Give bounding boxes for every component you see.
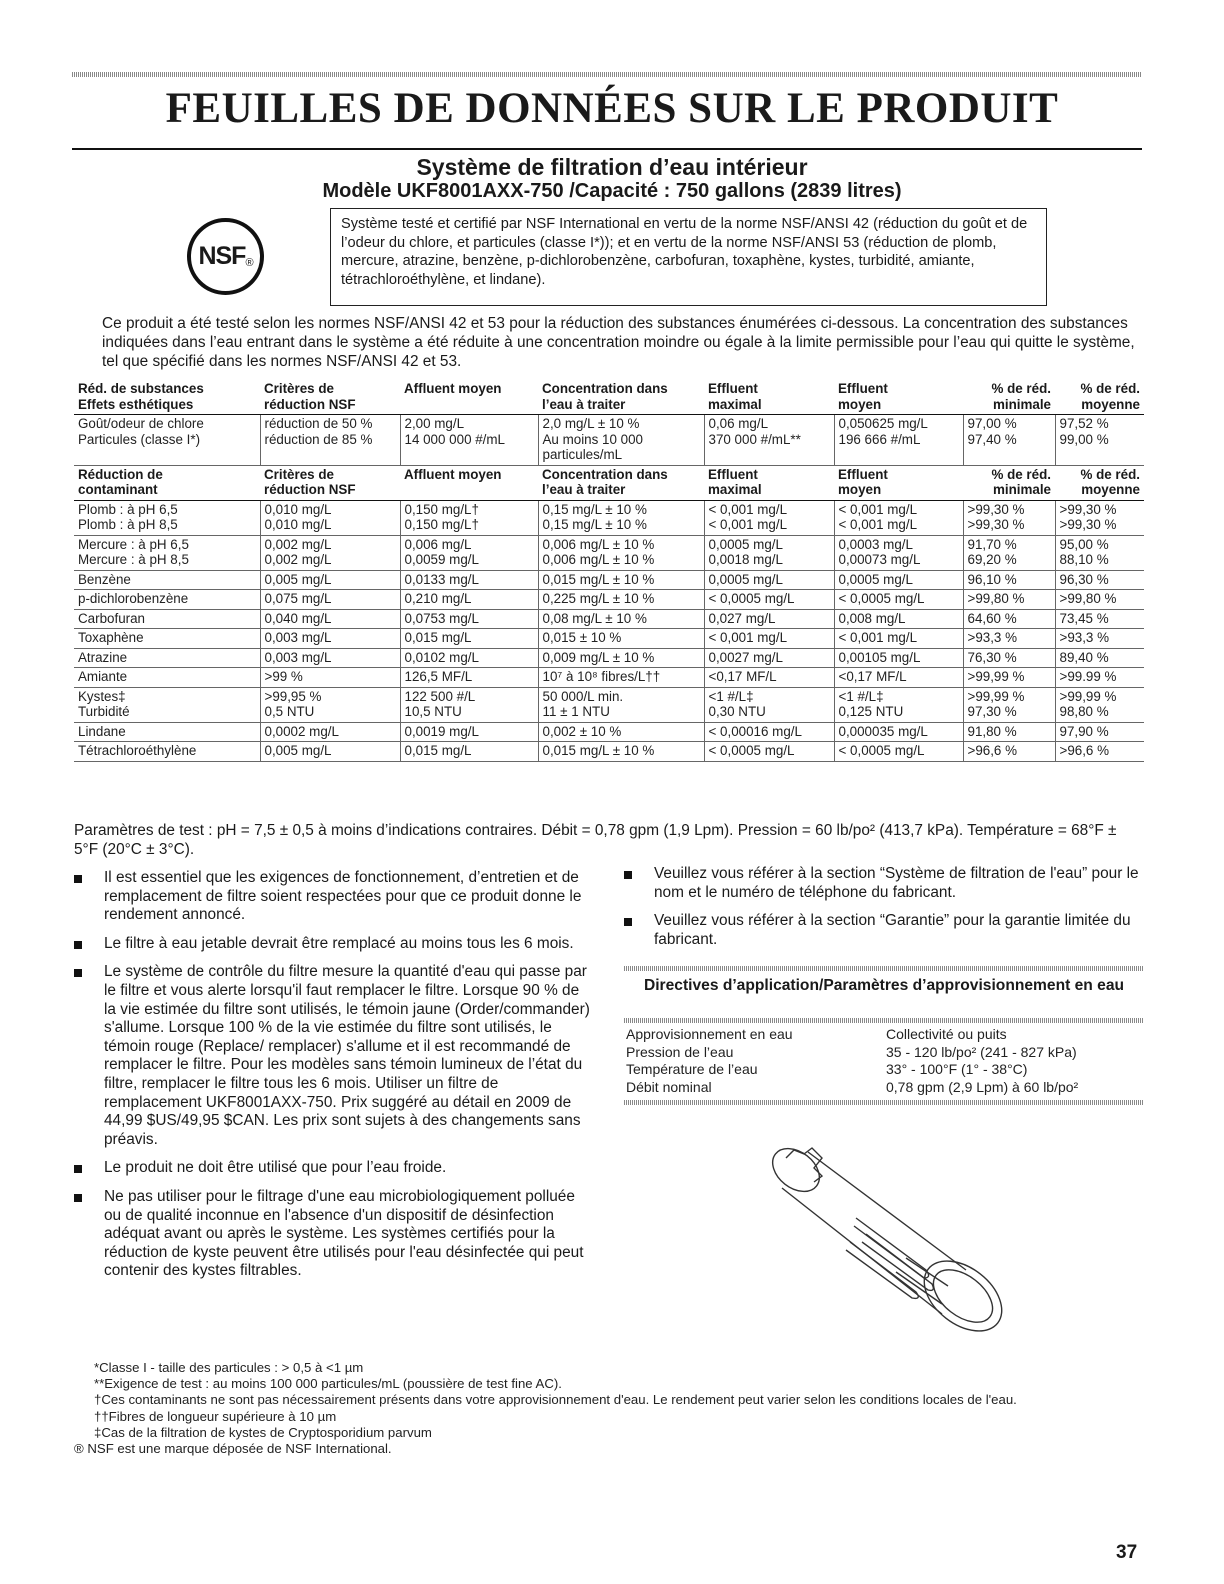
table-cell: >99,30 % >99,30 % <box>1055 500 1144 535</box>
directive-label: Débit nominal <box>626 1078 712 1095</box>
table-cell: 97,52 % 99,00 % <box>1055 415 1144 466</box>
table-cell: 122 500 #/L 10,5 NTU <box>400 687 538 722</box>
table-cell: 0,005 mg/L <box>260 570 400 590</box>
table-cell: >99,99 % 98,80 % <box>1055 687 1144 722</box>
table-cell: 0,15 mg/L ± 10 % 0,15 mg/L ± 10 % <box>538 500 704 535</box>
table-cell: 0,0005 mg/L <box>834 570 963 590</box>
footnotes <box>74 1360 1144 1457</box>
column-header: Effluent moyen <box>834 465 963 500</box>
table-cell: 89,40 % <box>1055 648 1144 668</box>
table-cell: < 0,0005 mg/L <box>704 590 834 610</box>
table-cell: 0,040 mg/L <box>260 609 400 629</box>
table-cell: 0,002 ± 10 % <box>538 722 704 742</box>
page-title: FEUILLES DE DONNÉES SUR LE PRODUIT <box>165 85 1059 132</box>
table-row <box>74 742 1144 762</box>
table-cell: 95,00 % 88,10 % <box>1055 535 1144 570</box>
table-cell: >93,3 % <box>1055 629 1144 649</box>
directive-label: Pression de l’eau <box>626 1043 734 1060</box>
column-header: Réd. de substances Effets esthétiques <box>74 380 260 415</box>
certification-box: Système testé et certifié par NSF International en vertu de la norme NSF/ANSI 42 (réduction du goût et de l’odeur du chlore, et particules (classe I*)); et en vertu de la norme NSF/ANSI 53 (réduction de plomb, mercure, atrazine, benzène, p-dichlorobenzène, carbofuran, toxaphène, kystes, turbidité, amiante, tétrachloroéthylène, et lindane). <box>330 208 1047 306</box>
table-cell: 96,30 % <box>1055 570 1144 590</box>
table-row <box>74 590 1144 610</box>
column-header: Effluent maximal <box>704 380 834 415</box>
table-cell: Amiante <box>74 668 260 688</box>
table-cell: 0,0003 mg/L 0,00073 mg/L <box>834 535 963 570</box>
table-row <box>74 570 1144 590</box>
table-cell: 0,015 mg/L <box>400 742 538 762</box>
directive-label: Approvisionnement en eau <box>626 1026 793 1042</box>
directive-value: 0,78 gpm (2,9 Lpm) à 60 lb/po² <box>886 1078 1079 1095</box>
table-cell: 0,225 mg/L ± 10 % <box>538 590 704 610</box>
table-cell: 50 000/L min. 11 ± 1 NTU <box>538 687 704 722</box>
table-cell: < 0,0005 mg/L <box>834 590 963 610</box>
table-cell: 0,0102 mg/L <box>400 648 538 668</box>
table-cell: >99,80 % <box>1055 590 1144 610</box>
column-header: Effluent maximal <box>704 465 834 500</box>
table-cell: 91,80 % <box>963 722 1055 742</box>
table-cell: 0,006 mg/L 0,0059 mg/L <box>400 535 538 570</box>
performance-data-table <box>74 380 1144 762</box>
table-cell: < 0,001 mg/L < 0,001 mg/L <box>704 500 834 535</box>
table-cell: 0,015 mg/L <box>400 629 538 649</box>
table-cell: 76,30 % <box>963 648 1055 668</box>
table-cell: < 0,0005 mg/L <box>704 742 834 762</box>
table-cell: Lindane <box>74 722 260 742</box>
table-cell: < 0,00016 mg/L <box>704 722 834 742</box>
table-cell: Goût/odeur de chlore Particules (classe I*) <box>74 415 260 466</box>
table-cell: 0,010 mg/L 0,010 mg/L <box>260 500 400 535</box>
directive-row <box>624 1079 1144 1097</box>
column-header: Effluent moyen <box>834 380 963 415</box>
column-header: % de réd. minimale <box>963 380 1055 415</box>
bullet-item: Le filtre à eau jetable devrait être remplacé au moins tous les 6 mois. <box>74 935 594 954</box>
table-cell: 0,00105 mg/L <box>834 648 963 668</box>
bullet-item: Le système de contrôle du filtre mesure la quantité d'eau qui passe par le filtre et vous alerte lorsqu'il faut remplacer le filtre. Lorsque 90 % de la vie estimée du filtre sont utilisés, le témoin jaune (Order/commander) s'allume. Lorsque 100 % de la vie estimée du filtre sont utilisés, le témoin rouge (Replace/ remplacer) s'allume et il est recommandé de remplacer le filtre. Pour les modèles sans témoin lumineux de l’état du filtre, remplacer le filtre tous les 6 mois. Utiliser un filtre de remplacement UKF8001AXX-750. Prix suggéré au détail en 2009 de 44,99 $US/49,95 $CAN. Les prix sont sujets à des changements sans préavis. <box>74 963 594 1149</box>
table-row <box>74 668 1144 688</box>
table-row <box>74 535 1144 570</box>
table-cell: 2,0 mg/L ± 10 % Au moins 10 000 particules/mL <box>538 415 704 466</box>
directive-label: Température de l’eau <box>626 1061 758 1078</box>
column-header: Critères de réduction NSF <box>260 465 400 500</box>
table-cell: réduction de 50 % réduction de 85 % <box>260 415 400 466</box>
directives-title: Directives d’application/Paramètres d’approvisionnement en eau <box>643 977 1125 994</box>
directives-top-hatch <box>624 966 1144 971</box>
table-cell: 0,150 mg/L† 0,150 mg/L† <box>400 500 538 535</box>
table-row <box>74 722 1144 742</box>
table-cell: 0,050625 mg/L 196 666 #/mL <box>834 415 963 466</box>
table-cell: 96,10 % <box>963 570 1055 590</box>
table-cell: 0,006 mg/L ± 10 % 0,006 mg/L ± 10 % <box>538 535 704 570</box>
column-header: % de réd. moyenne <box>1055 465 1144 500</box>
table-cell: >99,99 % 97,30 % <box>963 687 1055 722</box>
table-cell: < 0,0005 mg/L <box>834 742 963 762</box>
table-cell: 0,075 mg/L <box>260 590 400 610</box>
nsf-logo: NSF ® <box>187 218 264 295</box>
test-parameters: Paramètres de test : pH = 7,5 ± 0,5 à moins d’indications contraires. Débit = 0,78 gpm (1,9 Lpm). Pression = 60 lb/po² (413,7 kPa). Température = 68°F ± 5°F (20°C ± 3°C). <box>74 822 1117 858</box>
top-hatch-divider <box>72 72 1142 77</box>
table-cell: 0,0019 mg/L <box>400 722 538 742</box>
table-cell: Toxaphène <box>74 629 260 649</box>
table-cell: Kystes‡ Turbidité <box>74 687 260 722</box>
table-cell: 0,015 mg/L ± 10 % <box>538 570 704 590</box>
table-cell: 0,210 mg/L <box>400 590 538 610</box>
table-row <box>74 415 1144 466</box>
table-cell: 0,0005 mg/L <box>704 570 834 590</box>
product-subtitle: Système de filtration d’eau intérieur <box>416 154 808 180</box>
column-header: Affluent moyen <box>400 465 538 500</box>
bullet-item: Veuillez vous référer à la section “Système de filtration de l'eau” pour le nom et le numéro de téléphone du fabricant. <box>624 865 1144 902</box>
table-cell: 0,06 mg/L 370 000 #/mL** <box>704 415 834 466</box>
table-cell: >99,80 % <box>963 590 1055 610</box>
table-cell: 0,003 mg/L <box>260 629 400 649</box>
table-cell: 0,0002 mg/L <box>260 722 400 742</box>
bullet-item: Veuillez vous référer à la section “Garantie” pour la garantie limitée du fabricant. <box>624 912 1144 949</box>
directive-value: 35 - 120 lb/po² (241 - 827 kPa) <box>886 1043 1077 1060</box>
table-cell: >96,6 % <box>1055 742 1144 762</box>
table-cell: 2,00 mg/L 14 000 000 #/mL <box>400 415 538 466</box>
table-cell: 64,60 % <box>963 609 1055 629</box>
directive-row <box>624 1044 1144 1062</box>
title-rule <box>72 148 1142 150</box>
table-cell: <0,17 MF/L <box>834 668 963 688</box>
table-cell: 73,45 % <box>1055 609 1144 629</box>
table-row <box>74 500 1144 535</box>
table-header-row <box>74 380 1144 415</box>
directives-bottom-hatch <box>624 1100 1144 1105</box>
table-cell: 0,0133 mg/L <box>400 570 538 590</box>
column-header: % de réd. moyenne <box>1055 380 1144 415</box>
table-header-row <box>74 465 1144 500</box>
table-cell: p-dichlorobenzène <box>74 590 260 610</box>
footnote: †Ces contaminants ne sont pas nécessairement présents dans votre approvisionnement d'eau. Le rendement peut varier selon les conditions locales de l'eau. <box>94 1392 1017 1408</box>
table-cell: >99 % <box>260 668 400 688</box>
footnote: ††Fibres de longueur supérieure à 10 µm <box>94 1408 337 1424</box>
footnote: ‡Cas de la filtration de kystes de Cryptosporidium parvum <box>94 1424 432 1440</box>
table-cell: 10⁷ à 10⁸ fibres/L†† <box>538 668 704 688</box>
table-cell: <1 #/L‡ 0,125 NTU <box>834 687 963 722</box>
column-header: Réduction de contaminant <box>74 465 260 500</box>
table-cell: 0,000035 mg/L <box>834 722 963 742</box>
table-cell: >99,30 % >99,30 % <box>963 500 1055 535</box>
table-cell: 0,015 ± 10 % <box>538 629 704 649</box>
directive-value: 33° - 100°F (1° - 38°C) <box>886 1061 1028 1078</box>
table-cell: <1 #/L‡ 0,30 NTU <box>704 687 834 722</box>
table-cell: < 0,001 mg/L <box>704 629 834 649</box>
page-number: 37 <box>1116 1542 1138 1563</box>
table-row <box>74 687 1144 722</box>
footnote: *Classe I - taille des particules : > 0,5 à <1 µm <box>94 1360 364 1375</box>
left-bullet-list <box>74 869 594 1291</box>
directive-value: Collectivité ou puits <box>886 1026 1007 1042</box>
table-cell: 0,08 mg/L ± 10 % <box>538 609 704 629</box>
directives-mid-hatch <box>624 1018 1144 1023</box>
table-cell: <0,17 MF/L <box>704 668 834 688</box>
table-cell: 0,009 mg/L ± 10 % <box>538 648 704 668</box>
table-row <box>74 609 1144 629</box>
table-cell: Atrazine <box>74 648 260 668</box>
bullet-item: Ne pas utiliser pour le filtrage d'une eau microbiologiquement polluée ou de qualité inconnue en l'absence d'un dispositif de désinfection adéquat avant ou après le système. Les systèmes certifiés pour la réduction de kyste peuvent être utilisés pour l'eau désinfectée qui peut contenir des kystes filtrables. <box>74 1188 594 1281</box>
table-cell: 0,027 mg/L <box>704 609 834 629</box>
table-cell: >99,95 % 0,5 NTU <box>260 687 400 722</box>
table-cell: 97,00 % 97,40 % <box>963 415 1055 466</box>
table-cell: Benzène <box>74 570 260 590</box>
column-header: Concentration dans l’eau à traiter <box>538 465 704 500</box>
table-cell: >96,6 % <box>963 742 1055 762</box>
column-header: Critères de réduction NSF <box>260 380 400 415</box>
table-cell: 0,0005 mg/L 0,0018 mg/L <box>704 535 834 570</box>
table-cell: 0,005 mg/L <box>260 742 400 762</box>
directives-table <box>624 1026 1144 1096</box>
table-cell: < 0,001 mg/L < 0,001 mg/L <box>834 500 963 535</box>
column-header: % de réd. minimale <box>963 465 1055 500</box>
table-cell: 0,0027 mg/L <box>704 648 834 668</box>
table-row <box>74 648 1144 668</box>
table-cell: 0,003 mg/L <box>260 648 400 668</box>
table-cell: Carbofuran <box>74 609 260 629</box>
table-cell: >99,99 % <box>963 668 1055 688</box>
column-header: Concentration dans l’eau à traiter <box>538 380 704 415</box>
table-cell: >99.99 % <box>1055 668 1144 688</box>
bullet-item: Le produit ne doit être utilisé que pour l’eau froide. <box>74 1159 594 1178</box>
bullet-item: Il est essentiel que les exigences de fonctionnement, d’entretien et de remplacement de filtre soient respectées pour que ce produit donne le rendement annoncé. <box>74 869 594 925</box>
table-cell: 0,0753 mg/L <box>400 609 538 629</box>
directive-row <box>624 1026 1144 1044</box>
intro-paragraph: Ce produit a été testé selon les normes NSF/ANSI 42 et 53 pour la réduction des substances énumérées ci-dessous. La concentration des substances indiquées dans l’eau entrant dans le système a été réduite à une concentration moindre ou égale à la limite permissible pour l’eau qui quitte le système, tel que spécifié dans les normes NSF/ANSI 42 et 53. <box>102 315 1135 370</box>
footnote: ® NSF est une marque déposée de NSF International. <box>74 1441 392 1457</box>
directive-row <box>624 1061 1144 1079</box>
table-cell: 97,90 % <box>1055 722 1144 742</box>
model-capacity: Modèle UKF8001AXX-750 /Capacité : 750 gallons (2839 litres) <box>322 180 902 202</box>
table-cell: Tétrachloroéthylène <box>74 742 260 762</box>
table-cell: >93,3 % <box>963 629 1055 649</box>
right-bullet-list <box>624 865 1144 959</box>
table-cell: 0,008 mg/L <box>834 609 963 629</box>
table-cell: < 0,001 mg/L <box>834 629 963 649</box>
water-filter-cartridge-illustration <box>756 1138 1016 1344</box>
table-cell: 0,002 mg/L 0,002 mg/L <box>260 535 400 570</box>
table-cell: 126,5 MF/L <box>400 668 538 688</box>
footnote: **Exigence de test : au moins 100 000 particules/mL (poussière de test fine AC). <box>94 1376 562 1392</box>
table-cell: Mercure : à pH 6,5 Mercure : à pH 8,5 <box>74 535 260 570</box>
table-cell: 91,70 % 69,20 % <box>963 535 1055 570</box>
column-header: Affluent moyen <box>400 380 538 415</box>
table-cell: 0,015 mg/L ± 10 % <box>538 742 704 762</box>
table-cell: Plomb : à pH 6,5 Plomb : à pH 8,5 <box>74 500 260 535</box>
table-row <box>74 629 1144 649</box>
